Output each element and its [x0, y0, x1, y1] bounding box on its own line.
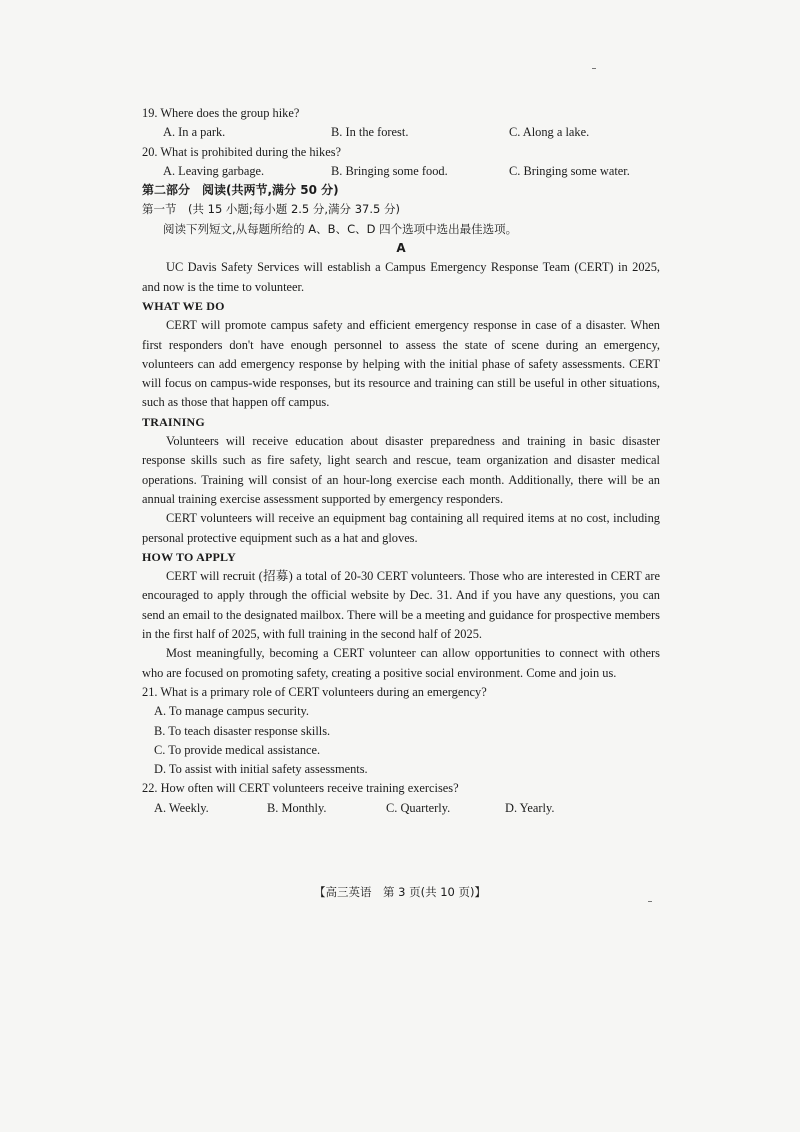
- reading-instruction: 阅读下列短文,从每题所给的 A、B、C、D 四个选项中选出最佳选项。: [163, 221, 518, 236]
- part-title: 第二部分 阅读(共两节,满分 50 分): [142, 183, 339, 198]
- passage-intro: UC Davis Safety Services will establish a Campus Emergency Response Team (CERT) in 2025, and now is the time to volunteer.: [142, 260, 660, 294]
- training-paragraph-1: Volunteers will receive education about disaster preparedness and training in basic disaster response skills such as fire safety, light search and rescue, team organization and disaster medical operations. Training will consist of an hour-long exercise each month. Additionally, there will be an annual training exercise assessment supported by emergency responders.: [142, 434, 660, 506]
- question-19-stem: 19. Where does the group hike?: [142, 106, 300, 120]
- question-22-options: [142, 799, 660, 818]
- question-22-option-a: A. Weekly.: [154, 800, 209, 815]
- question-20-option-c: C. Bringing some water.: [509, 163, 630, 178]
- question-22-option-c: C. Quarterly.: [386, 800, 451, 815]
- heading-what-we-do: WHAT WE DO: [142, 298, 225, 313]
- question-19-options: [142, 123, 660, 142]
- apply-paragraph-2: Most meaningfully, becoming a CERT volunteer can allow opportunities to connect with others who are focused on promoting safety, creating a positive social environment. Come and join us.: [142, 646, 660, 680]
- what-we-do-paragraph: CERT will promote campus safety and efficient emergency response in case of a disaster. When first responders don't have enough personnel to assess the state of scene during an emergency, volunteers can add emergency response by helping with the initial phase of safety assessments. CERT will focus on campus-wide responses, but its resource and training can still be useful in other situations, such as those that happen off campus.: [142, 318, 660, 410]
- question-19-option-c: C. Along a lake.: [509, 125, 590, 140]
- question-22-stem: 22. How often will CERT volunteers receive training exercises?: [142, 781, 459, 796]
- question-19: [142, 104, 660, 143]
- page-footer: 【高三英语 第 3 页(共 10 页)】: [313, 885, 487, 899]
- question-21-option-c: C. To provide medical assistance.: [154, 742, 321, 757]
- exam-page: [142, 104, 660, 818]
- question-20-option-a: A. Leaving garbage.: [163, 163, 265, 178]
- section-title: 第一节 (共 15 小题;每小题 2.5 分,满分 37.5 分): [142, 202, 400, 217]
- question-19-option-b: B. In the forest.: [331, 125, 409, 140]
- question-20-stem: 20. What is prohibited during the hikes?: [142, 144, 342, 159]
- question-21-stem: 21. What is a primary role of CERT volunteers during an emergency?: [142, 684, 487, 699]
- question-19-option-a: A. In a park.: [163, 125, 226, 140]
- training-paragraph-2: CERT volunteers will receive an equipment bag containing all required items at no cost, including personal protective equipment such as a hat and gloves.: [142, 511, 660, 545]
- passage-label: A: [396, 241, 406, 256]
- heading-training: TRAINING: [142, 414, 205, 429]
- question-22: [142, 779, 660, 818]
- scan-speck: [648, 901, 652, 902]
- question-20: [142, 143, 660, 182]
- question-22-option-b: B. Monthly.: [267, 800, 327, 815]
- scan-speck: [592, 68, 596, 69]
- apply-paragraph-1: CERT will recruit (招募) a total of 20-30 CERT volunteers. Those who are interested in CERT are encouraged to apply through the official website by Dec. 31. And if you have any questions, you can send an email to the designated mailbox. There will be a meeting and guidance for prospective members in the first half of 2025, with full training in the second half of 2025.: [142, 569, 660, 642]
- heading-how-to-apply: HOW TO APPLY: [142, 549, 236, 564]
- question-21: [142, 683, 660, 779]
- question-21-option-a: A. To manage campus security.: [154, 704, 310, 719]
- question-21-option-d: D. To assist with initial safety assessments.: [154, 762, 368, 777]
- question-20-options: [142, 162, 660, 181]
- question-20-option-b: B. Bringing some food.: [331, 163, 448, 178]
- question-22-option-d: D. Yearly.: [505, 800, 555, 815]
- question-21-option-b: B. To teach disaster response skills.: [154, 723, 331, 738]
